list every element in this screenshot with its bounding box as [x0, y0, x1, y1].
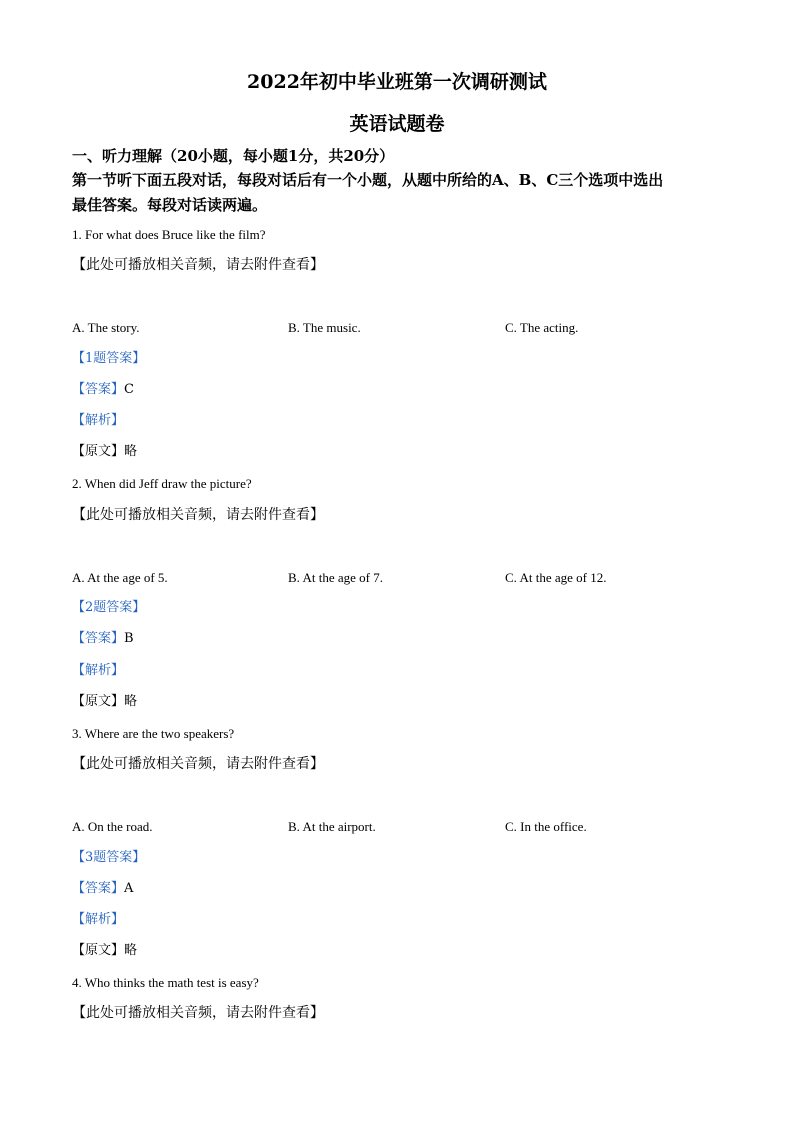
answer-label: 【答案】 — [72, 382, 125, 397]
page-subtitle: 英语试题卷 — [349, 113, 445, 135]
page-title: 2022年初中毕业班第一次调研测试 — [247, 71, 547, 93]
source-label: 【原文】 — [72, 943, 125, 958]
question-1-text: 1. For what does Bruce like the film? — [72, 227, 266, 242]
answer-label: 【答案】 — [72, 631, 125, 646]
question-3-text: 3. Where are the two speakers? — [72, 726, 235, 741]
question-1-option-b: B. The music. — [288, 320, 361, 335]
answer-value: A — [124, 881, 134, 896]
question-2-option-b: B. At the age of 7. — [288, 570, 383, 585]
section-heading: 一、听力理解（20小题，每小题1分，共20分） — [72, 147, 395, 165]
question-1-analysis-label: 【解析】 — [72, 413, 125, 428]
answer-label: 【答案】 — [72, 881, 125, 896]
question-2-option-c: C. At the age of 12. — [505, 570, 607, 585]
question-2-source — [72, 695, 137, 708]
source-value: 略 — [124, 444, 138, 459]
question-1-option-a: A. The story. — [72, 320, 140, 335]
question-2-answer-header: 【2题答案】 — [72, 600, 146, 615]
question-3-answer-header: 【3题答案】 — [72, 850, 146, 865]
question-1-option-c: C. The acting. — [505, 320, 579, 335]
question-2-option-a: A. At the age of 5. — [72, 570, 168, 585]
question-3-analysis-label: 【解析】 — [72, 912, 125, 927]
audio-placeholder: 【此处可播放相关音频，请去附件查看】 — [72, 507, 324, 523]
question-1-answer — [72, 383, 134, 396]
question-3-answer — [72, 882, 133, 895]
question-1-answer-header: 【1题答案】 — [72, 351, 146, 366]
question-4-text: 4. Who thinks the math test is easy? — [72, 975, 259, 990]
question-3-source — [72, 944, 137, 957]
question-2-answer — [72, 632, 134, 645]
audio-placeholder: 【此处可播放相关音频，请去附件查看】 — [72, 756, 324, 772]
question-3-option-a: A. On the road. — [72, 819, 153, 834]
answer-value: C — [124, 382, 134, 397]
question-3-option-b: B. At the airport. — [288, 819, 376, 834]
audio-placeholder: 【此处可播放相关音频，请去附件查看】 — [72, 1005, 324, 1021]
question-2-analysis-label: 【解析】 — [72, 663, 125, 678]
section-instruction-line1: 第一节听下面五段对话，每段对话后有一个小题，从题中所给的A、B、C三个选项中选出 — [72, 171, 664, 189]
answer-value: B — [124, 631, 134, 646]
question-2-text: 2. When did Jeff draw the picture? — [72, 476, 252, 491]
audio-placeholder: 【此处可播放相关音频，请去附件查看】 — [72, 257, 324, 273]
source-label: 【原文】 — [72, 694, 125, 709]
section-instruction-line2: 最佳答案。每段对话读两遍。 — [72, 196, 268, 214]
source-value: 略 — [124, 694, 138, 709]
source-value: 略 — [124, 943, 138, 958]
question-1-source — [72, 445, 137, 458]
source-label: 【原文】 — [72, 444, 125, 459]
question-3-option-c: C. In the office. — [505, 819, 587, 834]
